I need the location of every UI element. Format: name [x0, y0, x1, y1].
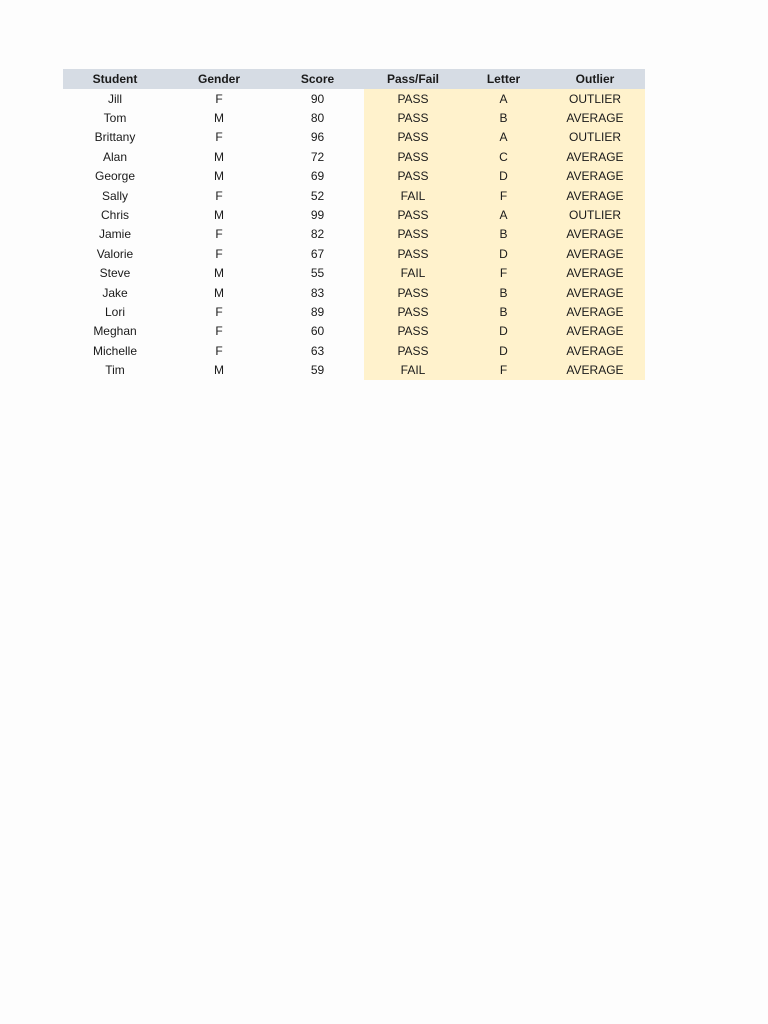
score-cell[interactable]: 90	[310, 91, 325, 106]
table-header	[63, 69, 645, 89]
header-row	[63, 69, 645, 89]
gender-cell[interactable]: M	[214, 169, 224, 184]
gender-cell[interactable]: F	[215, 324, 223, 339]
gender-cell[interactable]: F	[215, 91, 223, 106]
pass-fail-cell[interactable]: PASS	[364, 147, 462, 166]
outlier-cell[interactable]: AVERAGE	[545, 108, 645, 127]
outlier-cell[interactable]: AVERAGE	[545, 167, 645, 186]
outlier-cell[interactable]: OUTLIER	[545, 128, 645, 147]
pass-fail-cell[interactable]: PASS	[364, 128, 462, 147]
outlier-cell[interactable]: AVERAGE	[545, 283, 645, 302]
score-cell[interactable]: 55	[310, 266, 325, 281]
outlier-cell[interactable]: AVERAGE	[545, 225, 645, 244]
student-cell[interactable]: Steve	[99, 266, 131, 281]
pass-fail-cell[interactable]: PASS	[364, 302, 462, 321]
outlier-cell[interactable]: AVERAGE	[545, 147, 645, 166]
table-row	[63, 128, 645, 147]
letter-cell[interactable]: F	[462, 186, 545, 205]
student-cell[interactable]: Sally	[101, 188, 128, 203]
outlier-cell[interactable]: AVERAGE	[545, 244, 645, 263]
score-cell[interactable]: 60	[310, 324, 325, 339]
score-cell[interactable]: 67	[310, 246, 325, 261]
score-cell[interactable]: 72	[310, 149, 325, 164]
pass-fail-cell[interactable]: PASS	[364, 89, 462, 108]
header-score[interactable]: Score	[271, 69, 364, 89]
letter-cell[interactable]: B	[462, 108, 545, 127]
pass-fail-cell[interactable]: PASS	[364, 108, 462, 127]
outlier-cell[interactable]: AVERAGE	[545, 302, 645, 321]
table-row	[63, 225, 645, 244]
student-cell[interactable]: George	[94, 169, 136, 184]
gender-cell[interactable]: F	[215, 304, 223, 319]
score-cell[interactable]: 83	[310, 285, 325, 300]
student-cell[interactable]: Alan	[102, 149, 128, 164]
letter-cell[interactable]: D	[462, 322, 545, 341]
student-scores-table	[63, 69, 645, 380]
score-cell[interactable]: 63	[310, 343, 325, 358]
pass-fail-cell[interactable]: PASS	[364, 283, 462, 302]
table-row	[63, 244, 645, 263]
pass-fail-cell[interactable]: PASS	[364, 225, 462, 244]
outlier-cell[interactable]: AVERAGE	[545, 322, 645, 341]
score-cell[interactable]: 52	[310, 188, 325, 203]
outlier-cell[interactable]: AVERAGE	[545, 264, 645, 283]
student-cell[interactable]: Meghan	[93, 324, 137, 339]
score-cell[interactable]: 89	[310, 304, 325, 319]
table-row	[63, 341, 645, 360]
table-row	[63, 167, 645, 186]
table-row	[63, 89, 645, 108]
gender-cell[interactable]: M	[214, 363, 224, 378]
pass-fail-cell[interactable]: FAIL	[364, 360, 462, 379]
student-cell[interactable]: Valorie	[96, 246, 134, 261]
letter-cell[interactable]: D	[462, 167, 545, 186]
gender-cell[interactable]: F	[215, 227, 223, 242]
letter-cell[interactable]: F	[462, 264, 545, 283]
letter-cell[interactable]: F	[462, 360, 545, 379]
table-row	[63, 264, 645, 283]
student-cell[interactable]: Lori	[104, 304, 125, 319]
student-cell[interactable]: Jake	[102, 285, 128, 300]
student-cell[interactable]: Tom	[103, 111, 127, 126]
table-row	[63, 360, 645, 379]
header-outlier[interactable]: Outlier	[545, 69, 645, 89]
outlier-cell[interactable]: OUTLIER	[545, 89, 645, 108]
table-row	[63, 205, 645, 224]
outlier-cell[interactable]: AVERAGE	[545, 360, 645, 379]
gender-cell[interactable]: M	[214, 149, 224, 164]
student-cell[interactable]: Chris	[100, 208, 129, 223]
header-student[interactable]: Student	[63, 69, 167, 89]
score-cell[interactable]: 80	[310, 111, 325, 126]
header-gender[interactable]: Gender	[167, 69, 271, 89]
header-letter[interactable]: Letter	[462, 69, 545, 89]
header-pass-fail[interactable]: Pass/Fail	[364, 69, 462, 89]
table-row	[63, 108, 645, 127]
pass-fail-cell[interactable]: PASS	[364, 322, 462, 341]
gender-cell[interactable]: M	[214, 111, 224, 126]
letter-cell[interactable]: A	[462, 89, 545, 108]
gender-cell[interactable]: M	[214, 285, 224, 300]
student-cell[interactable]: Tim	[105, 363, 125, 378]
letter-cell[interactable]: D	[462, 341, 545, 360]
table-row	[63, 186, 645, 205]
gender-cell[interactable]: F	[215, 343, 223, 358]
table-row	[63, 302, 645, 321]
pass-fail-cell[interactable]: FAIL	[364, 186, 462, 205]
outlier-cell[interactable]: AVERAGE	[545, 341, 645, 360]
pass-fail-cell[interactable]: FAIL	[364, 264, 462, 283]
score-cell[interactable]: 69	[310, 169, 325, 184]
pass-fail-cell[interactable]: PASS	[364, 341, 462, 360]
table-row	[63, 283, 645, 302]
pass-fail-cell[interactable]: PASS	[364, 205, 462, 224]
score-cell[interactable]: 99	[310, 208, 325, 223]
gender-cell[interactable]: F	[215, 130, 223, 145]
score-cell[interactable]: 96	[310, 130, 325, 145]
outlier-cell[interactable]: OUTLIER	[545, 205, 645, 224]
table-row	[63, 147, 645, 166]
letter-cell[interactable]: A	[462, 128, 545, 147]
table-body	[63, 89, 645, 380]
student-cell[interactable]: Jill	[108, 91, 122, 106]
letter-cell[interactable]: B	[462, 283, 545, 302]
student-cell[interactable]: Michelle	[92, 343, 137, 358]
letter-cell[interactable]: C	[462, 147, 545, 166]
score-cell[interactable]: 59	[310, 363, 325, 378]
letter-cell[interactable]: D	[462, 244, 545, 263]
score-cell[interactable]: 82	[310, 227, 325, 242]
pass-fail-cell[interactable]: PASS	[364, 167, 462, 186]
letter-cell[interactable]: B	[462, 302, 545, 321]
student-cell[interactable]: Jamie	[98, 227, 131, 242]
gender-cell[interactable]: F	[215, 188, 223, 203]
gender-cell[interactable]: M	[214, 208, 224, 223]
gender-cell[interactable]: M	[214, 266, 224, 281]
gender-cell[interactable]: F	[215, 246, 223, 261]
letter-cell[interactable]: B	[462, 225, 545, 244]
pass-fail-cell[interactable]: PASS	[364, 244, 462, 263]
student-cell[interactable]: Brittany	[94, 130, 136, 145]
outlier-cell[interactable]: AVERAGE	[545, 186, 645, 205]
table-row	[63, 322, 645, 341]
letter-cell[interactable]: A	[462, 205, 545, 224]
